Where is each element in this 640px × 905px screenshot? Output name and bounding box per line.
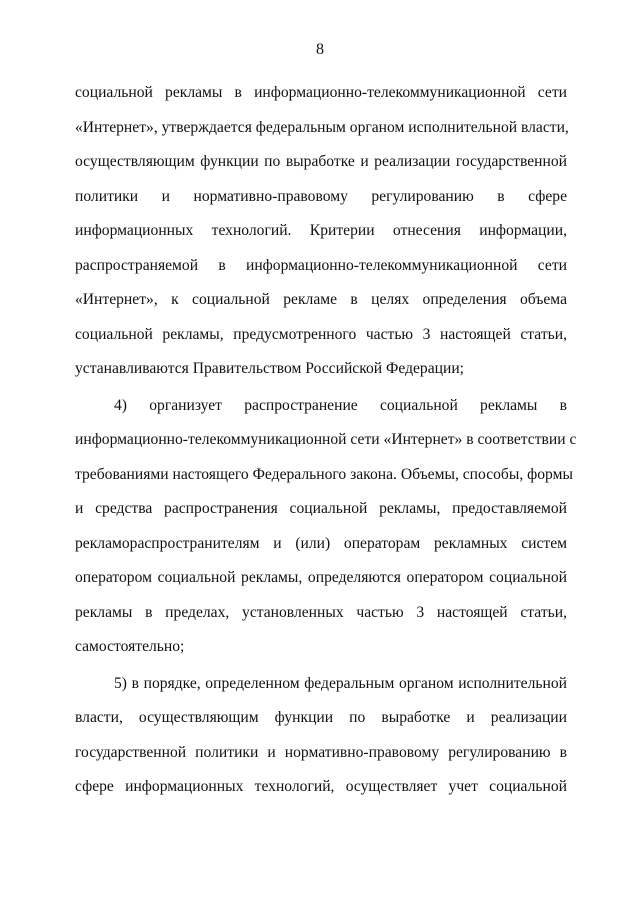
text-line: распространяемой в информационно-телекоммуникационной сети xyxy=(75,257,567,274)
text-line: «Интернет», к социальной рекламе в целях определения объема xyxy=(75,291,567,308)
text-line: политики и нормативно-правовому регулированию в сфере xyxy=(75,188,567,205)
text-line: устанавливаются Правительством Российской Федерации; xyxy=(75,360,465,377)
text-line: государственной политики и нормативно-правовому регулированию в xyxy=(75,744,567,761)
text-line: и средства распространения социальной рекламы, предоставляемой xyxy=(75,500,567,517)
text-line: социальной рекламы, предусмотренного частью 3 настоящей статьи, xyxy=(75,326,567,343)
text-line: сфере информационных технологий, осуществляет учет социальной xyxy=(75,778,567,795)
text-line: оператором социальной рекламы, определяются оператором социальной xyxy=(75,569,567,586)
text-line: «Интернет», утверждается федеральным органом исполнительной власти, xyxy=(75,119,569,136)
text-line: 5) в порядке, определенном федеральным органом исполнительной xyxy=(114,675,567,692)
text-line: 4) организует распространение социальной рекламы в xyxy=(114,397,567,414)
text-line: осуществляющим функции по выработке и реализации государственной xyxy=(75,153,567,170)
text-line: информационно-телекоммуникационной сети «Интернет» в соответствии с xyxy=(75,431,577,448)
text-line: рекламораспространителям и (или) операторам рекламных систем xyxy=(75,535,567,552)
text-line: информационных технологий. Критерии отнесения информации, xyxy=(75,222,567,239)
text-line: рекламы в пределах, установленных частью 3 настоящей статьи, xyxy=(75,604,567,621)
text-line: самостоятельно; xyxy=(75,638,185,655)
text-line: власти, осуществляющим функции по выработке и реализации xyxy=(75,709,567,726)
text-line: требованиями настоящего Федерального закона. Объемы, способы, формы xyxy=(75,466,573,483)
text-line: социальной рекламы в информационно-телекоммуникационной сети xyxy=(75,84,567,101)
page-number: 8 xyxy=(316,41,324,58)
